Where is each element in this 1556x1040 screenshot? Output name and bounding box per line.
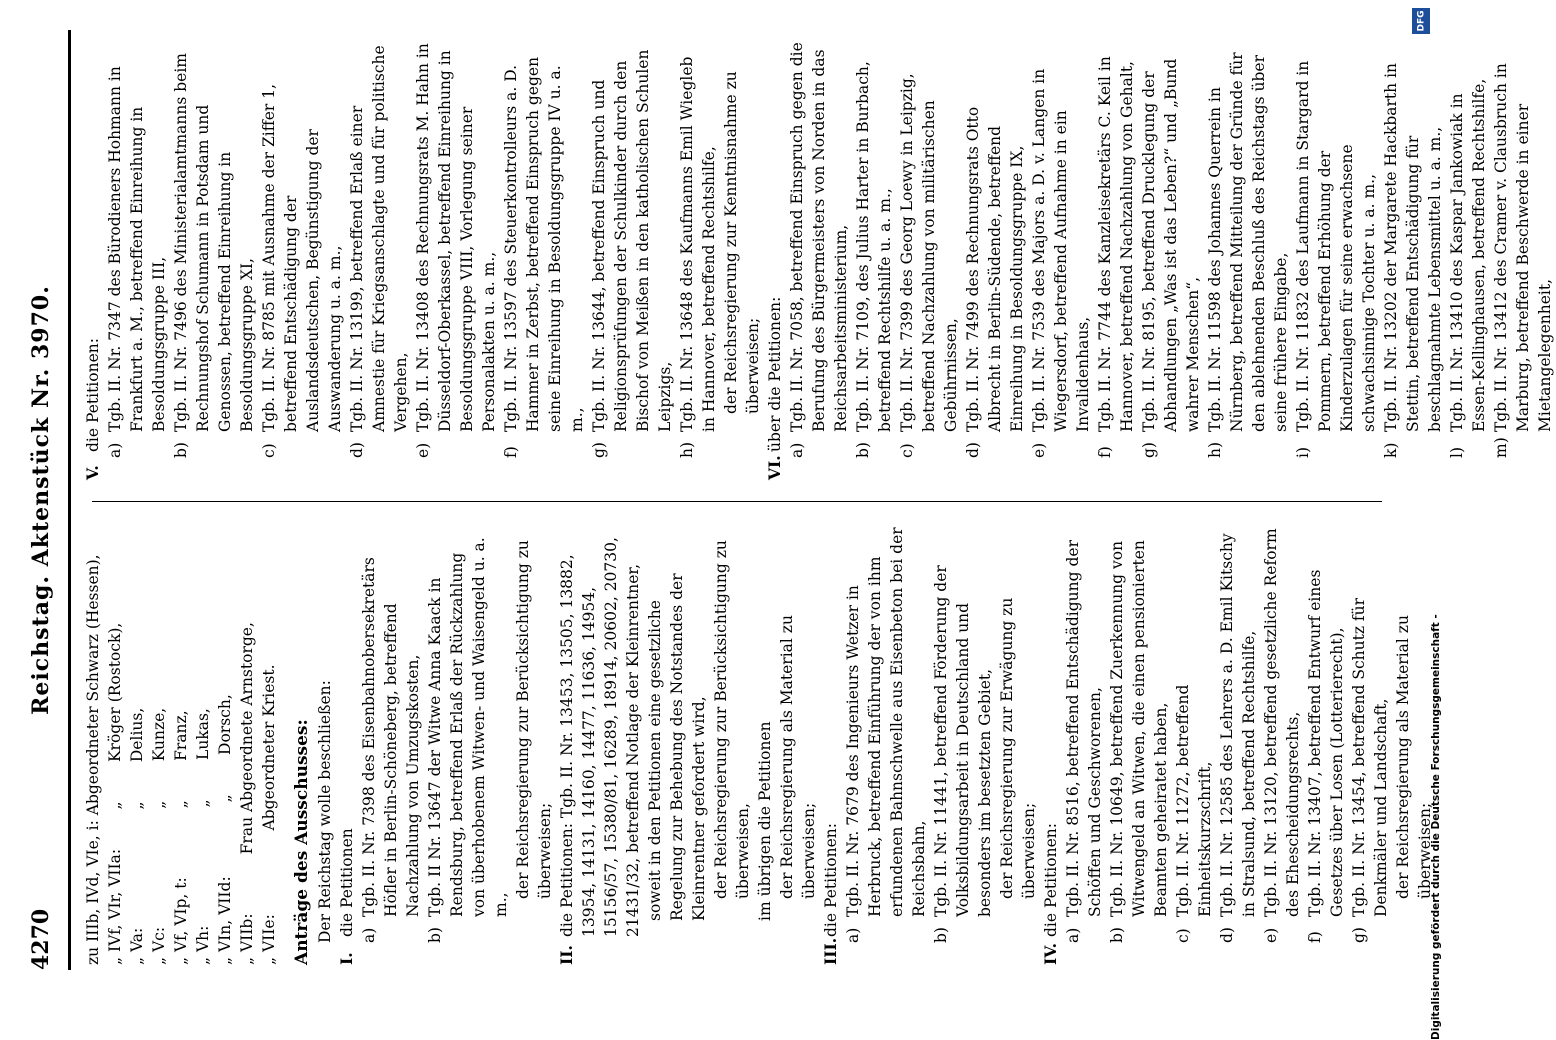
petition-item xyxy=(346,40,412,458)
decision-text: der Reichsregierung zur Kenntnisnahme zu überweisen; xyxy=(722,71,762,414)
left-column xyxy=(82,525,1436,965)
section-V xyxy=(82,40,104,480)
item-label: g) xyxy=(590,442,608,458)
item-text: Tgb. II. Nr. 7058, betreffend Einspruch gegen die Berufung des Bürgermeisters von Norden in das Reichsarbeitsministerium, xyxy=(788,42,850,432)
assignment-line: zu IIIb, IVd, VIe, i: Abgeordneter Schwarz (Hessen), xyxy=(84,554,102,965)
condition-text: soweit in den Petitionen eine gesetzliche Regelung zur Behebung des Notstandes der Kleinrentner gefordert wird, xyxy=(646,573,709,921)
header-rule xyxy=(68,30,71,970)
petition-item xyxy=(962,40,1028,458)
item-label: g) xyxy=(1350,927,1369,943)
petition-item xyxy=(842,525,930,943)
item-label: f) xyxy=(1096,446,1114,458)
item-label: b) xyxy=(854,442,872,458)
item-text: Tgb. II. Nr. 10649, betreffend Zuerkennung von Witwengeld an Witwen, die einen pensionierten Beamten geheiratet haben, xyxy=(1108,540,1171,917)
item-text: Tgb. II. Nr. 7499 des Rechnungsrats Otto Albrecht in Berlin-Südende, betreffend Einreihung in Besoldungsgruppe IX, xyxy=(964,106,1026,432)
petition-list xyxy=(842,525,996,965)
section-label: I. xyxy=(337,952,357,965)
item-text: Tgb. II. Nr. 11832 des Laufmann in Stargard in Pommern, betreffend Erhöhung der Kinderzulagen für seine erwachsene schwachsinnige Tochter u. a. m., xyxy=(1294,60,1378,432)
petition-item xyxy=(1260,525,1304,943)
item-text: Tgb. II. Nr. 8516, betreffend Entschädigung der Schöffen und Geschworenen, xyxy=(1064,540,1105,917)
digitization-credit: Digitalisierung gefördert durch die Deutsche Forschungsgemeinschaft - xyxy=(1430,614,1442,1040)
item-text: Tgb. II. Nr. 13407, betreffend Entwurf eines Gesetzes über Losen (Lotterierecht), xyxy=(1306,569,1347,917)
item-text: Tgb. II. Nr. 12585 des Lehrers a. D. Emil Kitschy in Stralsund, betreffend Rechtshilfe, xyxy=(1218,533,1259,917)
item-text: Tgb. II. Nr. 7399 des Georg Loewy in Leipzig, betreffend Nachzahlung von militärischen Gebührnissen, xyxy=(898,73,960,432)
petition-item xyxy=(1204,40,1292,458)
assignment-line: „ Vc: „ Kunze, xyxy=(150,707,168,965)
petition-item xyxy=(1292,40,1380,458)
petition-item xyxy=(1304,525,1348,943)
section-title: über die Petitionen: xyxy=(766,296,784,452)
item-text: Tgb. II. Nr. 13408 des Rechnungsrats M. Hahn in Düsseldorf-Oberkassel, betreffend Einreihung in Besoldungsgruppe VIII, Vorlegung seiner Personalakten u. a. m., xyxy=(414,43,498,432)
item-text: Tgb. II. Nr. 8785 mit Ausnahme der Ziffer 1, betreffend Entschädigung der Auslandsdeutschen, Begünstigung der Auswanderung u. a. m., xyxy=(260,83,344,432)
petition-item xyxy=(786,40,852,458)
petition-item xyxy=(1348,525,1392,943)
item-text: Tgb. II. Nr. 13644, betreffend Einspruch und Religionsprüfungen der Schulkinder durch den Bischof von Meißen in den katholischen Schulen Leipzigs, xyxy=(590,49,674,432)
petition-item xyxy=(1216,525,1260,943)
item-text: Tgb. II. Nr. 13410 des Kaspar Jankowiak in Essen-Kellinghausen, betreffend Rechtshilfe, xyxy=(1448,78,1488,432)
petition-item xyxy=(1094,40,1138,458)
section-I xyxy=(336,525,358,965)
item-label: h) xyxy=(678,441,696,458)
petition-item xyxy=(1106,525,1172,943)
section-label: IV. xyxy=(1041,943,1061,965)
decision-text: der Reichsregierung als Material zu überweisen; xyxy=(1394,615,1435,899)
petition-item xyxy=(930,525,996,943)
item-label: d) xyxy=(348,442,366,458)
petition-list xyxy=(786,40,1556,480)
item-text: Tgb. II Nr. 13647 der Witwe Anna Kaack in Rendsburg, betreffend Erlaß der Rückzahlung von überhobenem Witwen- und Waisengeld u. a. m., xyxy=(426,537,511,917)
decision-text: der Reichsregierung zur Berücksichtigung zu überweisen, xyxy=(712,540,753,899)
petition-item xyxy=(1380,40,1446,458)
item-label: d) xyxy=(1218,927,1237,943)
section-III xyxy=(820,525,842,965)
intro-text: Der Reichstag wolle beschließen: xyxy=(316,680,335,943)
item-label: e) xyxy=(414,442,432,458)
item-label: d) xyxy=(964,442,982,458)
petition-item xyxy=(1028,40,1094,458)
item-label: b) xyxy=(1108,927,1127,943)
page-header xyxy=(28,30,62,970)
assignment-line: „ Vh: „ Lukas, xyxy=(194,708,212,965)
item-label: h) xyxy=(1206,441,1224,458)
petition-item xyxy=(424,525,512,943)
item-label: a) xyxy=(788,442,806,458)
item-label: a) xyxy=(106,442,124,458)
petition-item xyxy=(258,40,346,458)
item-label: m) xyxy=(1492,437,1510,458)
section-heading: Anträge des Ausschusses: xyxy=(292,719,312,965)
petition-item xyxy=(852,40,896,458)
section-IV xyxy=(1040,525,1062,965)
item-text: Tgb. II. Nr. 11272, betreffend Einheitskurzschrift, xyxy=(1174,684,1215,917)
petition-item xyxy=(1172,525,1216,943)
petition-item xyxy=(896,40,962,458)
section-title: die Petitionen: xyxy=(1042,823,1061,937)
petition-list xyxy=(104,40,720,480)
assignment-line: „ Va: „ Delius, xyxy=(128,707,146,965)
item-text: Tgb. II. Nr. 7109, des Julius Harter in Burbach, betreffend Rechtshilfe u. a. m., xyxy=(854,61,894,432)
item-label: f) xyxy=(502,446,520,458)
decision-text: der Reichsregierung zur Berücksichtigung zu überweisen; xyxy=(514,540,555,899)
assignment-line: „ VIn, VIId: „ Dorsch, xyxy=(216,694,234,965)
assignment-line: „ IVf, VIr, VIIa: „ Kröger (Rostock), xyxy=(106,622,124,965)
column-divider xyxy=(92,501,1382,502)
decision-text: der Reichsregierung zur Erwägung zu überweisen; xyxy=(998,597,1039,899)
item-label: i) xyxy=(1294,446,1312,458)
section-title: die Petitionen xyxy=(338,828,357,937)
section-title: die Petitionen: Tgb. II. Nr. 13453, 13505, 13882, 13954, 14131, 14160, 14477, 11636, 14954, 15156/57, 15380/81, 16289, 18914, 20602, 20730, 21431/32, betreffend Notlage der Kleinrentner, xyxy=(558,537,643,937)
decision-text: der Reichsregierung als Material zu überweisen; xyxy=(778,615,819,899)
page-title: Reichstag. Aktenstück Nr. 3970. xyxy=(28,285,54,715)
item-text: Tgb. II. Nr. 7496 des Ministerialamtmanns beim Rechnungshof Schumann in Potsdam und Genossen, betreffend Einreihung in Besoldungsgruppe XI, xyxy=(172,52,256,432)
item-label: b) xyxy=(932,927,951,943)
item-label: c) xyxy=(1174,928,1193,943)
item-text: Tgb. II. Nr. 11598 des Johannes Querrein in Nürnberg, betreffend Mitteilung der Gründe für den ablehnenden Beschluß des Reichstags über seine frühere Eingabe, xyxy=(1206,52,1290,432)
item-text: Tgb. II. Nr. 11441, betreffend Förderung der Volksbildungsarbeit in Deutschland und besonders im besetzten Gebiet, xyxy=(932,565,995,917)
rest-text: im übrigen die Petitionen xyxy=(756,721,775,921)
petition-item xyxy=(1138,40,1204,458)
item-label: l) xyxy=(1448,446,1466,458)
item-text: Tgb. II. Nr. 7679 des Ingenieurs Wetzer in Herbruck, betreffend Einführung der von ihm erfundenen Bahnschwelle aus Eisenbeton bei der Reichsbahn, xyxy=(844,527,929,917)
petition-item xyxy=(1490,40,1556,458)
section-label: VI. xyxy=(765,455,784,480)
item-label: b) xyxy=(172,442,190,458)
item-label: a) xyxy=(1064,927,1083,943)
item-label: b) xyxy=(426,927,445,943)
dfg-logo: DFG xyxy=(1412,8,1430,34)
item-label: e) xyxy=(1030,442,1048,458)
item-text: Tgb. II. Nr. 13412 des Cramer v. Clausbruch in Marburg, betreffend Beschwerde in einer Mietangelegenheit, xyxy=(1492,63,1554,432)
item-label: a) xyxy=(360,927,379,943)
item-label: k) xyxy=(1382,442,1400,458)
section-title: die Petitionen: xyxy=(822,823,841,937)
item-label: g) xyxy=(1140,442,1158,458)
assignment-line: „ VIIe: Abgeordneter Kriest. xyxy=(260,664,278,965)
item-text: Tgb. II. Nr. 7347 des Bürodieners Hohmann in Frankfurt a. M., betreffend Einreihung in Besoldungsgruppe III, xyxy=(106,66,168,432)
petition-item xyxy=(104,40,170,458)
assignment-line: „ Vf, VIp, t: „ Franz, xyxy=(172,710,190,965)
page-number: 4270 xyxy=(28,908,54,970)
petition-list xyxy=(358,525,512,965)
item-text: Tgb. II. Nr. 8195, betreffend Drucklegung der Abhandlungen „Was ist das Leben?“ und „Bund wahrer Menschen“, xyxy=(1140,58,1202,432)
item-label: c) xyxy=(260,443,278,458)
right-column xyxy=(82,40,1556,480)
item-text: Tgb. II. Nr. 13199, betreffend Erlaß einer Amnestie für Kriegsanschlagte und für politische Vergehen, xyxy=(348,45,410,432)
item-label: a) xyxy=(844,927,863,943)
petition-item xyxy=(676,40,720,458)
item-label: c) xyxy=(898,443,916,458)
petition-item xyxy=(500,40,588,458)
item-text: Tgb. II. Nr. 13202 der Margarete Hackbarth in Stettin, betreffend Entschädigung für beschlagnahmte Lebensmittel u. a. m., xyxy=(1382,62,1444,432)
section-VI xyxy=(764,40,786,480)
petition-item xyxy=(358,525,424,943)
item-text: Tgb. II. Nr. 13454, betreffend Schutz für Denkmäler und Landschaft, xyxy=(1350,597,1391,917)
petition-item xyxy=(1062,525,1106,943)
item-text: Tgb. II. Nr. 13120, betreffend gesetzliche Reform des Ehescheidungsrechts, xyxy=(1262,528,1303,917)
section-label: V. xyxy=(83,465,102,480)
petition-item xyxy=(412,40,500,458)
item-text: Tgb. II. Nr. 13648 des Kaufmanns Emil Wiegleb in Hannover, betreffend Rechtshilfe, xyxy=(678,56,718,432)
petition-item xyxy=(1446,40,1490,458)
section-label: II. xyxy=(557,945,577,965)
item-text: Tgb. II. Nr. 7539 des Majors a. D. v. Langen in Wiegersdorf, betreffend Aufnahme in ein Invalidenhaus, xyxy=(1030,68,1092,432)
section-title: die Petitionen: xyxy=(84,338,102,452)
section-label: III. xyxy=(821,937,841,965)
item-text: Tgb. II. Nr. 7744 des Kanzleisekretärs C. Keil in Hannover, betreffend Nachzahlung von Gehalt, xyxy=(1096,56,1136,432)
petition-item xyxy=(588,40,676,458)
item-label: e) xyxy=(1262,927,1281,943)
item-text: Tgb. II. Nr. 13597 des Steuerkontrolleurs a. D. Hammer in Zerbst, betreffend Einspruch gegen seine Einreihung in Besoldungsgruppe IV u. a. m., xyxy=(502,56,586,432)
section-II xyxy=(556,525,644,965)
assignment-list xyxy=(82,525,280,965)
petition-list xyxy=(1062,525,1392,965)
petition-item xyxy=(170,40,258,458)
assignment-line: „ VIIb: Frau Abgeordnete Arnstorge, xyxy=(238,622,256,965)
item-label: f) xyxy=(1306,931,1325,943)
item-text: Tgb. II. Nr. 7398 des Eisenbahnobersekretärs Höfler in Berlin-Schöneberg, betreffend Nachzahlung von Umzugskosten, xyxy=(360,557,423,917)
